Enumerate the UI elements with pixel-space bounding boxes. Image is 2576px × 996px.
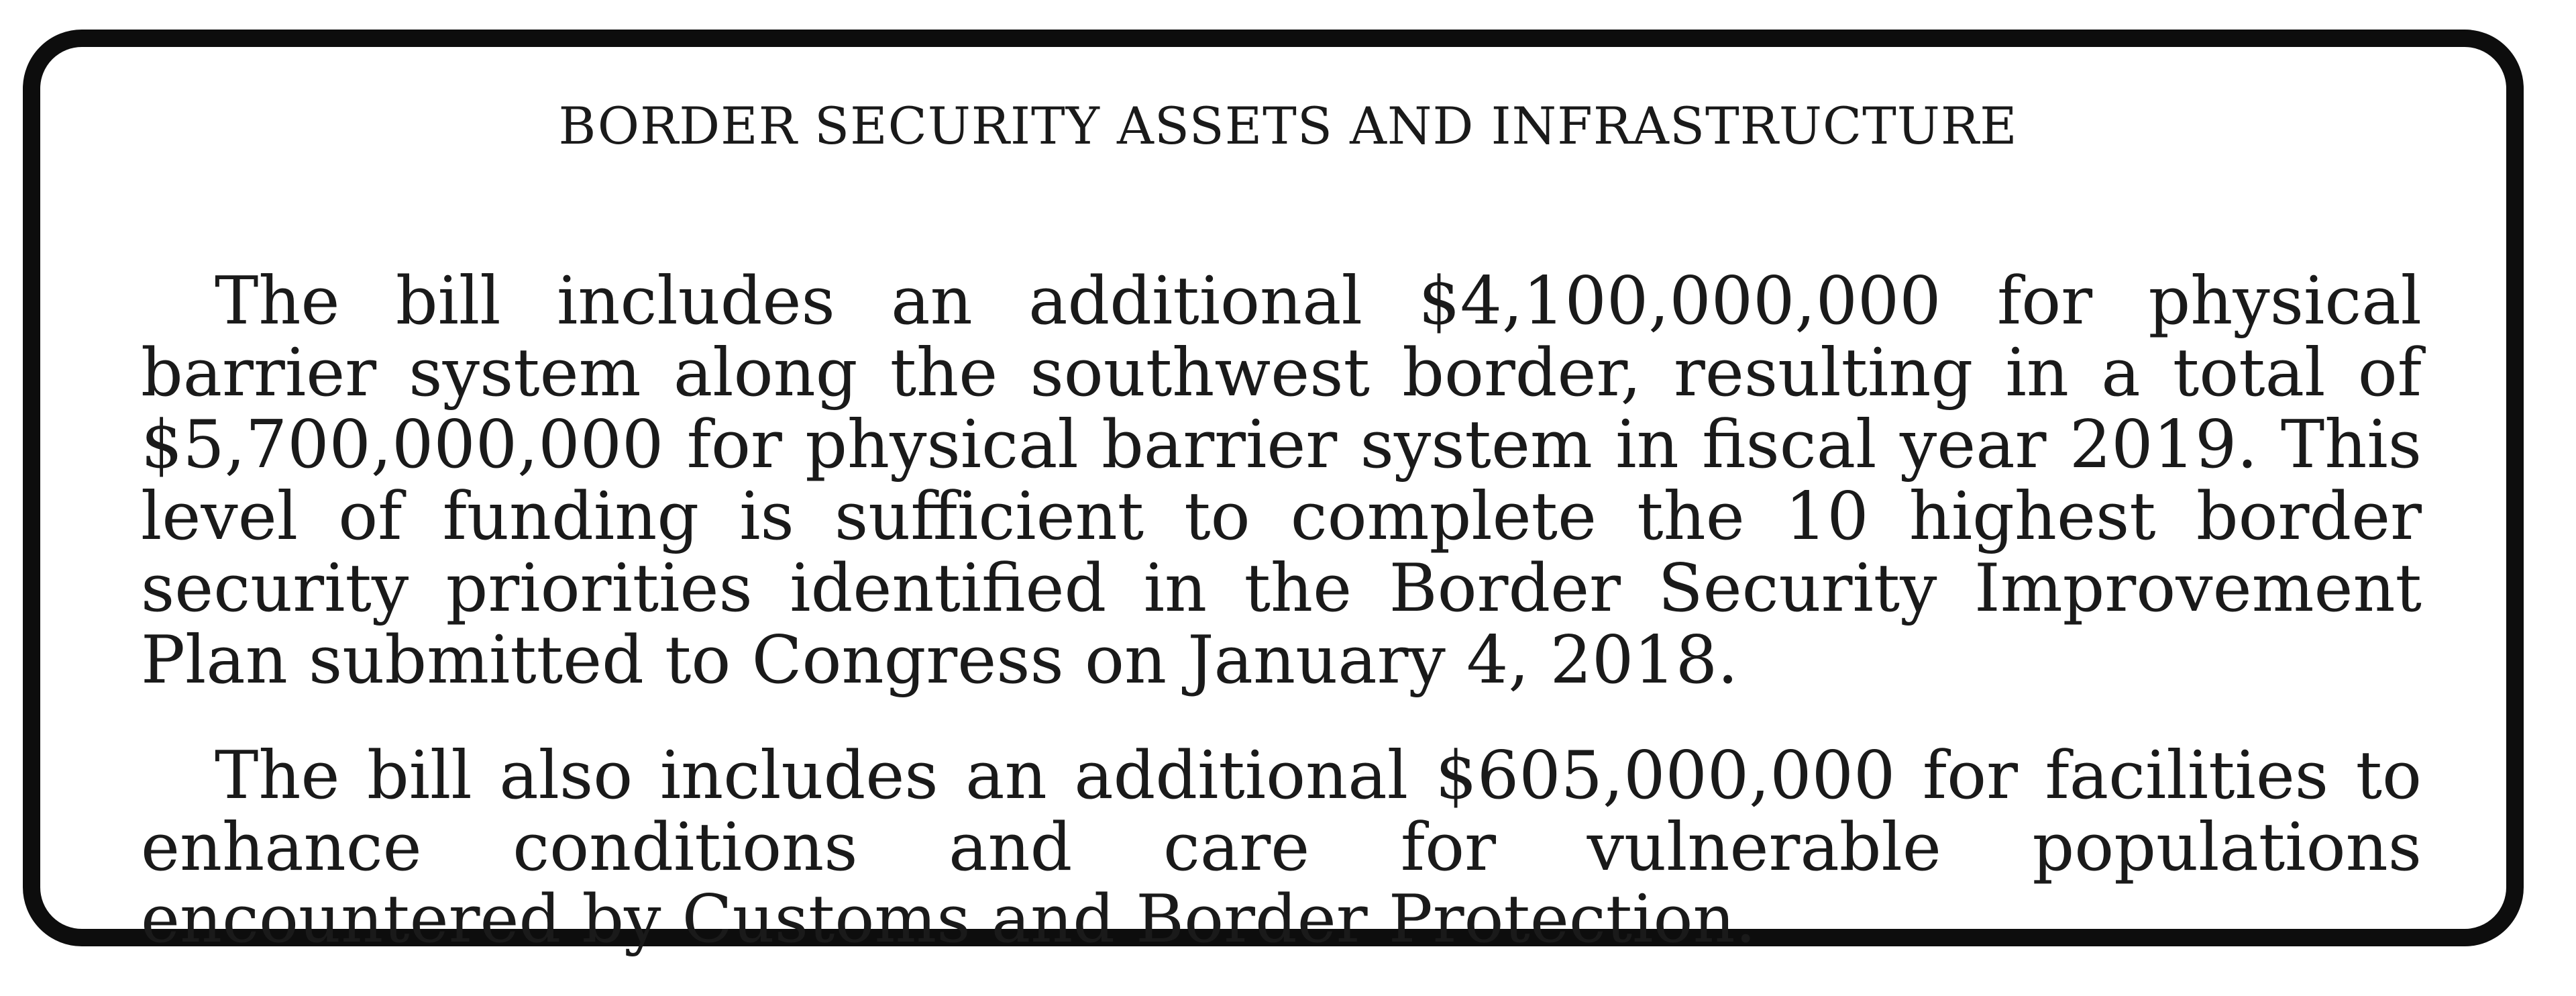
paragraph-facilities-funding: The bill also includes an additional $605,000,000 for facilities to enhance conditions and care for vulnerable populations encountered by Customs and Border Protection. <box>141 738 2422 958</box>
section-heading: BORDER SECURITY ASSETS AND INFRASTRUCTURE <box>558 96 2018 156</box>
paragraph-barrier-funding: The bill includes an additional $4,100,000,000 for physical barrier system along the southwest border, resulting in a total of $5,700,000,000 for physical barrier system in fiscal year 2019. This level of funding is sufficient to complete the 10 highest border security priorities identified in the Border Security Improvement Plan submitted to Congress on January 4, 2018. <box>141 263 2422 699</box>
